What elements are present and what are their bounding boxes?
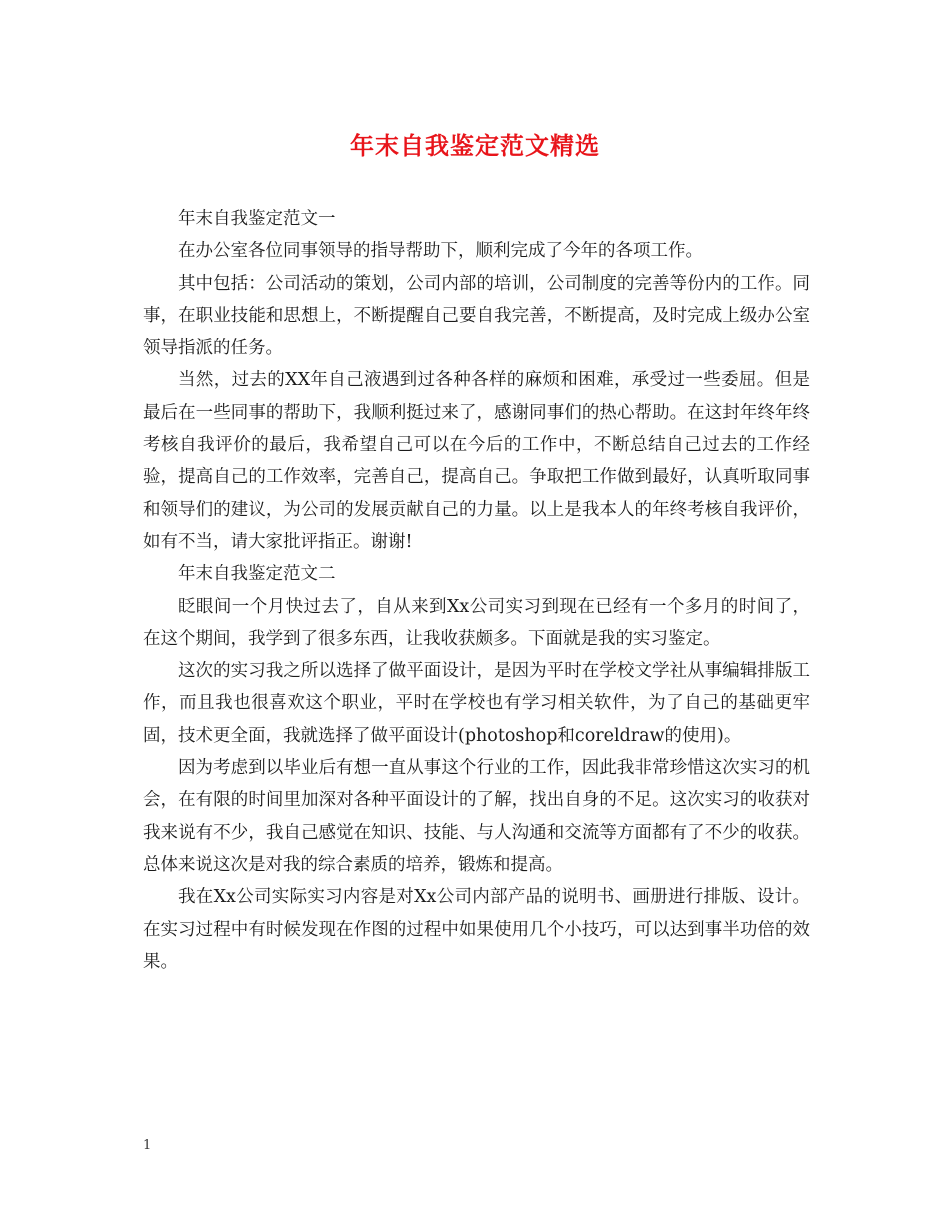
document-body	[143, 203, 810, 978]
paragraph: 其中包括：公司活动的策划，公司内部的培训，公司制度的完善等份内的工作。同事，在职业技能和思想上，不断提醒自己要自我完善，不断提高，及时完成上级办公室领导指派的任务。	[143, 273, 810, 359]
paragraph: 年末自我鉴定范文二	[178, 564, 336, 585]
page-number: 1	[143, 1138, 152, 1153]
paragraph: 我在Xx公司实际实习内容是对Xx公司内部产品的说明书、画册进行排版、设计。在实习过程中有时候发现在作图的过程中如果使用几个小技巧，可以达到事半功倍的效果。	[143, 887, 810, 972]
document-title: 年末自我鉴定范文精选	[350, 131, 600, 160]
paragraph: 年末自我鉴定范文一	[178, 209, 336, 229]
paragraph: 因为考虑到以毕业后有想一直从事这个行业的工作，因此我非常珍惜这次实习的机会，在有限的时间里加深对各种平面设计的了解，找出自身的不足。这次实习的收获对我来说有不少，我自己感觉在知识、技能、与人沟通和交流等方面都有了不少的收获。总体来说这次是对我的综合素质的培养，锻炼和提高。	[143, 758, 810, 875]
paragraph: 这次的实习我之所以选择了做平面设计，是因为平时在学校文学社从事编辑排版工作，而且我也很喜欢这个职业，平时在学校也有学习相关软件，为了自己的基础更牢固，技术更全面，我就选择了做平面设计(photoshop和coreldraw的使用)。	[143, 661, 810, 746]
paragraph: 当然，过去的XX年自己液遇到过各种各样的麻烦和困难，承受过一些委屈。但是最后在一些同事的帮助下，我顺利挺过来了，感谢同事们的热心帮助。在这封年终年终考核自我评价的最后，我希望自己可以在今后的工作中，不断总结自己过去的工作经验，提高自己的工作效率，完善自己，提高自己。争取把工作做到最好，认真听取同事和领导们的建议，为公司的发展贡献自己的力量。以上是我本人的年终考核自我评价，如有不当，请大家批评指正。谢谢!	[143, 370, 810, 552]
paragraph: 在办公室各位同事领导的指导帮助下，顺利完成了今年的各项工作。	[178, 241, 703, 262]
paragraph: 眨眼间一个月快过去了，自从来到Xx公司实习到现在已经有一个多月的时间了，在这个期间，我学到了很多东西，让我收获颇多。下面就是我的实习鉴定。	[143, 596, 810, 649]
